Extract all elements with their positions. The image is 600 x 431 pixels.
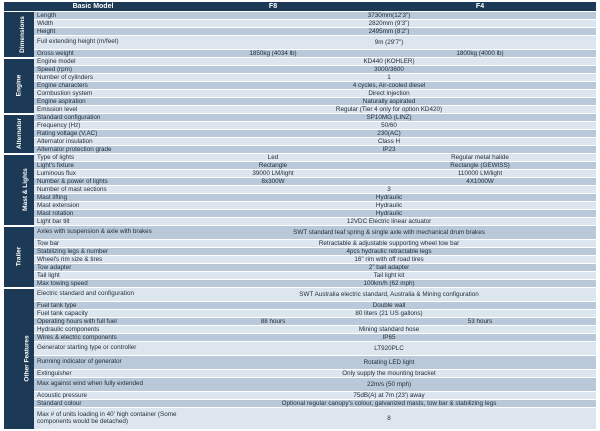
spec-value: 2820mm (9'3") (182, 20, 596, 28)
spec-value: Naturally aspirated (182, 98, 596, 106)
spec-value: 3730mm(12'3") (182, 12, 596, 20)
spec-value: 230(AC) (182, 130, 596, 138)
spec-value: IP23 (182, 146, 596, 154)
spec-label: Standard colour (34, 400, 182, 408)
header-row (4, 2, 596, 12)
spec-value: Hydraulic (182, 210, 596, 218)
spec-label: Hydraulic components (34, 326, 182, 334)
section-label-text: Other Features (23, 335, 31, 382)
spec-label: Engine characters (34, 82, 182, 90)
spec-row (4, 370, 596, 378)
spec-label: Tow adapter (34, 264, 182, 272)
spec-row (4, 82, 596, 90)
spec-row (4, 310, 596, 318)
spec-value-f8: 39000 LM/light (182, 170, 364, 178)
spec-value: 3 (182, 186, 596, 194)
spec-label: Extinguisher (34, 370, 182, 378)
spec-label: Gross weight (34, 50, 182, 58)
spec-label: Alternator insulation (34, 138, 182, 146)
spec-value: 50/60 (182, 122, 596, 130)
spec-row (4, 130, 596, 138)
spec-label: Number of mast sections (34, 186, 182, 194)
spec-value: Hydraulic (182, 194, 596, 202)
spec-row (4, 272, 596, 280)
section-label (4, 58, 34, 114)
spec-row (4, 146, 596, 154)
spec-row (4, 186, 596, 194)
spec-row (4, 138, 596, 146)
spec-row (4, 74, 596, 82)
spec-row (4, 50, 596, 58)
spec-value: Regular (Tier 4 only for option KD420) (182, 106, 596, 114)
spec-label: Tow bar (34, 240, 182, 248)
spec-row (4, 248, 596, 256)
spec-value-f4: 53 hours (364, 318, 596, 326)
spec-label: Acoustic pressure (34, 392, 182, 400)
spec-value: KD440 (KOHLER) (182, 58, 596, 66)
spec-row (4, 170, 596, 178)
spec-row (4, 20, 596, 28)
spec-label: Luminous flux (34, 170, 182, 178)
basic-model-header: Basic Model (4, 2, 182, 12)
spec-label: Axles with suspension & axle with brakes (34, 226, 182, 240)
spec-row (4, 178, 596, 186)
spec-row (4, 288, 596, 302)
spec-value: 2495mm (8'2") (182, 28, 596, 36)
spec-value-f4: 1800kg (4000 lb) (364, 50, 596, 58)
spec-row (4, 218, 596, 226)
spec-value: 12VDC Electric linear actuator (182, 218, 596, 226)
spec-value-f8: 8x300W (182, 178, 364, 186)
spec-row (4, 210, 596, 218)
spec-value: Only supply the mounting bracket (182, 370, 596, 378)
spec-label: Max towing speed (34, 280, 182, 288)
spec-row (4, 378, 596, 392)
spec-row (4, 58, 596, 66)
spec-label: Electric standard and configuration (34, 288, 182, 302)
spec-label: Wheel's rim size & tires (34, 256, 182, 264)
spec-label: Wires & electric components (34, 334, 182, 342)
spec-row (4, 356, 596, 370)
spec-value: Retractable & adjustable supporting wheel tow bar (182, 240, 596, 248)
section-label-text: Alternator (16, 117, 24, 150)
spec-value: Hydraulic (182, 202, 596, 210)
spec-row (4, 408, 596, 430)
spec-value: LT920PLC (182, 342, 596, 356)
spec-value: Mining standard hose (182, 326, 596, 334)
spec-label: Emission level (34, 106, 182, 114)
spec-value-f8: Rectangle (182, 162, 364, 170)
spec-value-f8: 1850kg (4034 lb) (182, 50, 364, 58)
spec-label: Tail light (34, 272, 182, 280)
spec-label: Width (34, 20, 182, 28)
spec-row (4, 90, 596, 98)
spec-value: 1 (182, 74, 596, 82)
spec-value: 22m/s (50 mph) (182, 378, 596, 392)
spec-value: IP65 (182, 334, 596, 342)
spec-label: Light's fixture (34, 162, 182, 170)
spec-row (4, 318, 596, 326)
spec-label: Mast lifting (34, 194, 182, 202)
spec-label: Generator starting type or controller (34, 342, 182, 356)
section-label (4, 12, 34, 58)
spec-row (4, 326, 596, 334)
spec-label: Height (34, 28, 182, 36)
spec-value: Optional regular canopy's colour, galvanized masts, tow bar & stabilizing legs (182, 400, 596, 408)
spec-value: Tail light kit (182, 272, 596, 280)
spec-label: Operating hours with full fuel (34, 318, 182, 326)
spec-value: 100km/h (62 mph) (182, 280, 596, 288)
spec-row (4, 36, 596, 50)
spec-value: 3000/3600 (182, 66, 596, 74)
spec-row (4, 114, 596, 122)
spec-label: Frequency (Hz) (34, 122, 182, 130)
f4-header: F4 (364, 2, 596, 12)
spec-row (4, 202, 596, 210)
spec-value: Double wall (182, 302, 596, 310)
spec-label: Rating voltage (V,AC) (34, 130, 182, 138)
spec-label: Mast rotation (34, 210, 182, 218)
section-label-text: Dimensions (18, 15, 26, 53)
spec-value: 9m (29'7") (182, 36, 596, 50)
spec-row (4, 392, 596, 400)
spec-value: SWT standard leaf spring & single axle with mechanical drum brakes (182, 226, 596, 240)
section-label (4, 226, 34, 288)
spec-value: 8 (182, 408, 596, 430)
spec-row (4, 154, 596, 162)
spec-value-f4: 4X1000W (364, 178, 596, 186)
spec-row (4, 194, 596, 202)
spec-label: Standard configuration (34, 114, 182, 122)
spec-label: Fuel tank capacity (34, 310, 182, 318)
spec-label: Fuel tank type (34, 302, 182, 310)
spec-label: Length (34, 12, 182, 20)
spec-row (4, 264, 596, 272)
spec-label: Combustion system (34, 90, 182, 98)
spec-body (4, 12, 596, 430)
spec-value: Direct injection (182, 90, 596, 98)
section-label (4, 154, 34, 226)
spec-row (4, 162, 596, 170)
spec-value: 16" rim with off road tires (182, 256, 596, 264)
spec-label: Stabilizing legs & number (34, 248, 182, 256)
spec-value-f4: Regular metal halide (364, 154, 596, 162)
spec-label: Running indicator of generator (34, 356, 182, 370)
spec-table (4, 2, 596, 431)
spec-row (4, 98, 596, 106)
spec-row (4, 400, 596, 408)
spec-value: 75dB(A) at 7m (23') away (182, 392, 596, 400)
spec-value: Rotating LED light (182, 356, 596, 370)
spec-row (4, 122, 596, 130)
spec-row (4, 106, 596, 114)
spec-row (4, 342, 596, 356)
spec-value: 80 liters (21 US gallons) (182, 310, 596, 318)
spec-label: Type of lights (34, 154, 182, 162)
spec-row (4, 240, 596, 248)
section-label-text: Engine (15, 74, 23, 97)
spec-label: Max against wind when fully extended (34, 378, 182, 392)
spec-value: Class H (182, 138, 596, 146)
spec-value-f4: Rectangle (GEWISS) (364, 162, 596, 170)
spec-value: 4pcs hydraulic retractable legs (182, 248, 596, 256)
spec-value-f4: 110000 LM/light (364, 170, 596, 178)
spec-label: Mast extension (34, 202, 182, 210)
spec-row (4, 66, 596, 74)
spec-value: SWT Australia electric standard, Australia & Mining configuration (182, 288, 596, 302)
spec-value: SP10MG (LINZ) (182, 114, 596, 122)
spec-value-f8: 88 hours (182, 318, 364, 326)
spec-label: Engine aspiration (34, 98, 182, 106)
spec-row (4, 280, 596, 288)
spec-label: Speed (rpm) (34, 66, 182, 74)
spec-label: Light bar tilt (34, 218, 182, 226)
section-label (4, 288, 34, 430)
spec-sheet (4, 2, 596, 431)
spec-value: 4 cycles, Air-cooled diesel (182, 82, 596, 90)
spec-label: Full extending height (m/feet) (34, 36, 182, 50)
spec-row (4, 256, 596, 264)
section-label-text: Mast & Lights (21, 168, 29, 211)
section-label-text: Trailer (15, 246, 23, 267)
spec-value: 2" ball adapter (182, 264, 596, 272)
spec-row (4, 12, 596, 20)
spec-label: Number & power of lights (34, 178, 182, 186)
spec-row (4, 226, 596, 240)
f8-header: F8 (182, 2, 364, 12)
section-label (4, 114, 34, 154)
spec-value-f8: Led (182, 154, 364, 162)
spec-label: Number of cylinders (34, 74, 182, 82)
spec-row (4, 28, 596, 36)
spec-row (4, 334, 596, 342)
spec-label: Alternator protection grade (34, 146, 182, 154)
spec-label: Max # of units loading in 40' high container (Some components would be detached) (34, 408, 182, 430)
spec-row (4, 302, 596, 310)
spec-label: Engine model (34, 58, 182, 66)
